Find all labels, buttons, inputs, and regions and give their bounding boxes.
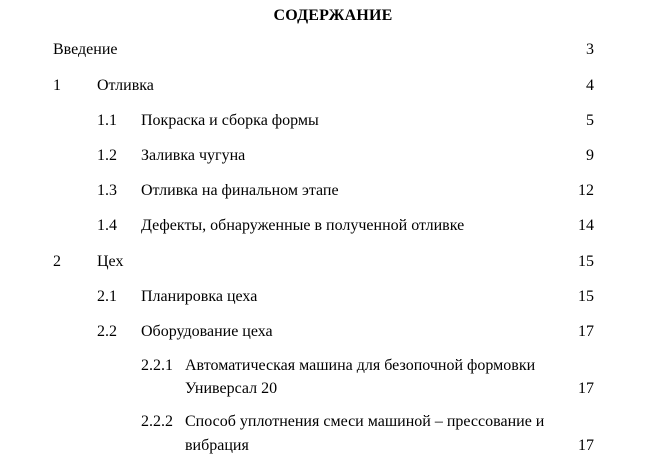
toc-entry-text: Заливка чугуна (141, 147, 246, 164)
toc-entry-number: 2.2.2 (141, 413, 173, 430)
toc-entry-text: Дефекты, обнаруженные в полученной отливке (141, 217, 465, 234)
toc-entry-number: 1.2 (97, 147, 117, 164)
toc-entry-section-2-2-2[interactable] (0, 408, 666, 464)
toc-entry-page: 15 (578, 253, 594, 270)
toc-title: СОДЕРЖАНИЕ (273, 7, 393, 24)
toc-entry-number: 2.1 (97, 288, 117, 305)
toc-entry-number: 2.2 (97, 323, 117, 340)
toc-entry-page: 17 (578, 437, 594, 454)
toc-entry-page: 3 (586, 41, 594, 58)
toc-entry-page: 4 (586, 77, 594, 94)
toc-entry-text: Отливка (97, 77, 154, 94)
toc-entry-page: 17 (578, 380, 594, 397)
toc-entry-text-continuation: Универсал 20 (185, 380, 278, 397)
toc-entry-page: 5 (586, 112, 594, 129)
toc-entry-page: 15 (578, 288, 594, 305)
toc-entry-number: 1.3 (97, 182, 117, 199)
toc-entry-text-continuation: вибрация (185, 437, 249, 454)
toc-entry-page: 17 (578, 323, 594, 340)
toc-entry-text: Покраска и сборка формы (141, 112, 319, 129)
toc-entry-number: 2 (53, 253, 61, 270)
toc-entry-number: 2.2.1 (141, 357, 173, 374)
toc-entry-text: Планировка цеха (141, 288, 258, 305)
toc-entry-text: Цех (97, 253, 124, 270)
toc-entry-number: 1.1 (97, 112, 117, 129)
toc-entry-page: 14 (578, 217, 594, 234)
toc-entry-section-2-2-1[interactable] (0, 352, 666, 400)
toc-entry-text: Автоматическая машина для безопочной формовки (185, 357, 536, 374)
toc-entry-number: 1 (53, 77, 61, 94)
toc-entry-text: Отливка на финальном этапе (141, 182, 339, 199)
toc-entry-text: Способ уплотнения смеси машиной – прессование и (185, 413, 545, 430)
toc-entry-number: 1.4 (97, 217, 117, 234)
toc-entry-page: 12 (578, 182, 594, 199)
toc-entry-text: Введение (53, 41, 118, 58)
toc-entry-page: 9 (586, 147, 594, 164)
toc-entry-text: Оборудование цеха (141, 323, 273, 340)
